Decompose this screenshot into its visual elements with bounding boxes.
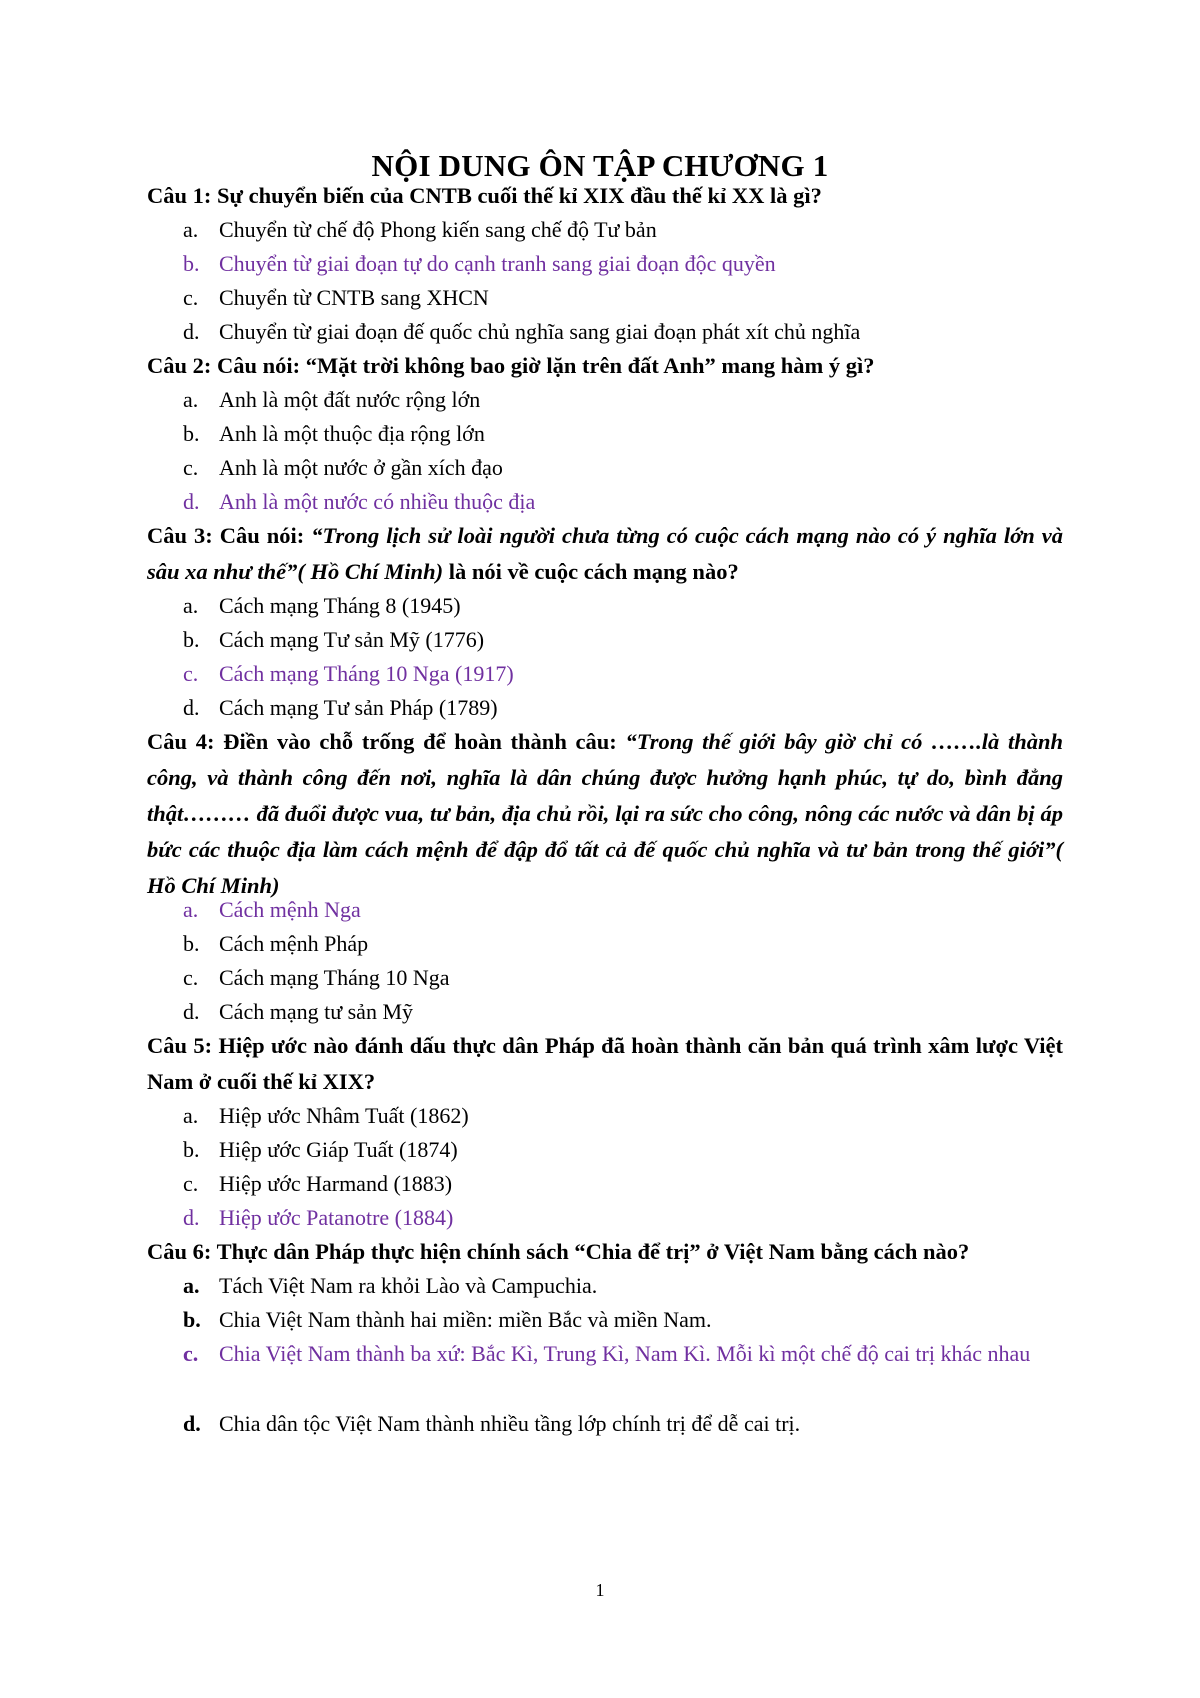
option-text: Cách mạng Tháng 10 Nga (1917) (219, 661, 514, 686)
option-text: Hiệp ước Harmand (1883) (219, 1171, 453, 1196)
option-letter: c. (183, 1341, 199, 1366)
option-text: Hiệp ước Patanotre (1884) (219, 1205, 454, 1230)
option-text: Hiệp ước Giáp Tuất (1874) (219, 1137, 458, 1162)
option-text: Chia dân tộc Việt Nam thành nhiều tầng lớp chính trị để dễ cai trị. (219, 1411, 801, 1436)
answer-option-correct (183, 246, 1063, 282)
question-label: Câu 6: (147, 1239, 212, 1264)
option-letter: b. (183, 421, 200, 446)
option-letter: a. (183, 593, 199, 618)
answer-option (183, 382, 1063, 418)
option-letter: c. (183, 455, 199, 480)
option-letter: b. (183, 1137, 200, 1162)
option-text: Hiệp ước Nhâm Tuất (1862) (219, 1103, 469, 1128)
question-label: Câu 2: (147, 353, 212, 378)
answer-option-correct (183, 1336, 1063, 1372)
option-text: Anh là một đất nước rộng lớn (219, 387, 481, 412)
question-3 (147, 518, 1063, 590)
question-6 (147, 1234, 1063, 1270)
page-title: NỘI DUNG ÔN TẬP CHƯƠNG 1 (371, 148, 829, 183)
option-letter: d. (183, 1411, 201, 1436)
question-text: Sự chuyển biến của CNTB cuối thế kỉ XIX đầu thế kỉ XX là gì? (217, 183, 822, 208)
option-text: Anh là một nước ở gần xích đạo (219, 455, 503, 480)
answer-option (183, 1302, 1063, 1338)
question-text: Thực dân Pháp thực hiện chính sách “Chia để trị” ở Việt Nam bằng cách nào? (216, 1239, 970, 1264)
answer-option-correct (183, 1200, 1063, 1236)
question-text: Câu nói: “Mặt trời không bao giờ lặn trên đất Anh” mang hàm ý gì? (217, 353, 875, 378)
question-text-intro: Điền vào chỗ trống để hoàn thành câu: (223, 729, 626, 754)
question-label: Câu 3: (147, 523, 213, 548)
answer-option (183, 926, 1063, 962)
option-letter: a. (183, 217, 199, 242)
answer-option (183, 1132, 1063, 1168)
option-text: Tách Việt Nam ra khỏi Lào và Campuchia. (219, 1273, 598, 1298)
answer-option (183, 314, 1063, 350)
answer-option (183, 1166, 1063, 1202)
option-text: Cách mạng Tư sản Mỹ (1776) (219, 627, 485, 652)
option-letter: b. (183, 1307, 201, 1332)
option-text: Anh là một thuộc địa rộng lớn (219, 421, 485, 446)
option-text: Chuyển từ giai đoạn đế quốc chủ nghĩa sang giai đoạn phát xít chủ nghĩa (219, 319, 861, 344)
question-text: Hiệp ước nào đánh dấu thực dân Pháp đã hoàn thành căn bản quá trình xâm lược Việt Nam ở cuối thế kỉ XIX? (147, 1033, 1063, 1094)
option-text: Chuyển từ chế độ Phong kiến sang chế độ Tư bản (219, 217, 657, 242)
question-label: Câu 1: (147, 183, 212, 208)
answer-option (183, 994, 1063, 1030)
option-letter: b. (183, 251, 200, 276)
option-letter: b. (183, 627, 200, 652)
question-quote: “Trong lịch sử loài người chưa từng có cuộc cách mạng nào có ý nghĩa lớn và sâu xa như thế”( Hồ Chí Minh) (147, 523, 1063, 584)
answer-option (183, 212, 1063, 248)
option-letter: c. (183, 661, 199, 686)
answer-option (183, 622, 1063, 658)
question-label: Câu 4: (147, 729, 215, 754)
question-5 (147, 1028, 1063, 1100)
answer-option (183, 280, 1063, 316)
question-4 (147, 724, 1063, 904)
option-letter: d. (183, 695, 200, 720)
answer-option (183, 960, 1063, 996)
answer-option (183, 1268, 1063, 1304)
option-text: Chuyển từ giai đoạn tự do cạnh tranh sang giai đoạn độc quyền (219, 251, 776, 276)
option-letter: c. (183, 965, 199, 990)
option-text: Chuyển từ CNTB sang XHCN (219, 285, 489, 310)
option-text: Chia Việt Nam thành ba xứ: Bắc Kì, Trung Kì, Nam Kì. Mỗi kì một chế độ cai trị khác nhau (219, 1341, 1031, 1366)
answer-option (183, 1098, 1063, 1134)
option-text: Chia Việt Nam thành hai miền: miền Bắc và miền Nam. (219, 1307, 712, 1332)
question-text-tail: là nói về cuộc cách mạng nào? (443, 559, 739, 584)
question-label: Câu 5: (147, 1033, 213, 1058)
option-text: Cách mệnh Nga (219, 897, 361, 922)
answer-option (183, 416, 1063, 452)
option-text: Anh là một nước có nhiều thuộc địa (219, 489, 536, 514)
option-letter: d. (183, 999, 200, 1024)
question-1 (147, 178, 1063, 214)
answer-option (183, 690, 1063, 726)
question-2 (147, 348, 1063, 384)
option-text: Cách mạng Tư sản Pháp (1789) (219, 695, 498, 720)
option-letter: b. (183, 931, 200, 956)
option-letter: a. (183, 387, 199, 412)
option-text: Cách mệnh Pháp (219, 931, 369, 956)
option-letter: a. (183, 897, 199, 922)
answer-option (183, 450, 1063, 486)
answer-option-correct (183, 484, 1063, 520)
answer-option-correct (183, 656, 1063, 692)
option-letter: c. (183, 1171, 199, 1196)
answer-option-correct (183, 892, 1063, 928)
answer-option (183, 588, 1063, 624)
answer-option (183, 1406, 1063, 1442)
option-letter: a. (183, 1103, 199, 1128)
option-letter: c. (183, 285, 199, 310)
question-text-intro: Câu nói: (219, 523, 312, 548)
option-text: Cách mạng Tháng 8 (1945) (219, 593, 461, 618)
option-letter: d. (183, 319, 200, 344)
option-text: Cách mạng Tháng 10 Nga (219, 965, 450, 990)
option-text: Cách mạng tư sản Mỹ (219, 999, 414, 1024)
page-number: 1 (595, 1580, 605, 1600)
option-letter: d. (183, 489, 200, 514)
question-quote: “Trong thế giới bây giờ chỉ có …….là thành công, và thành công đến nơi, nghĩa là dân chúng được hưởng hạnh phúc, tự do, bình đẳng thật……… đã đuổi được vua, tư bản, địa chủ rồi, lại ra sức cho công, nông các nước và dân bị áp bức các thuộc địa làm cách mệnh để đập đổ tất cả đế quốc chủ nghĩa và tư bản trong thế giới”( Hồ Chí Minh) (147, 729, 1064, 898)
option-letter: a. (183, 1273, 200, 1298)
option-letter: d. (183, 1205, 200, 1230)
